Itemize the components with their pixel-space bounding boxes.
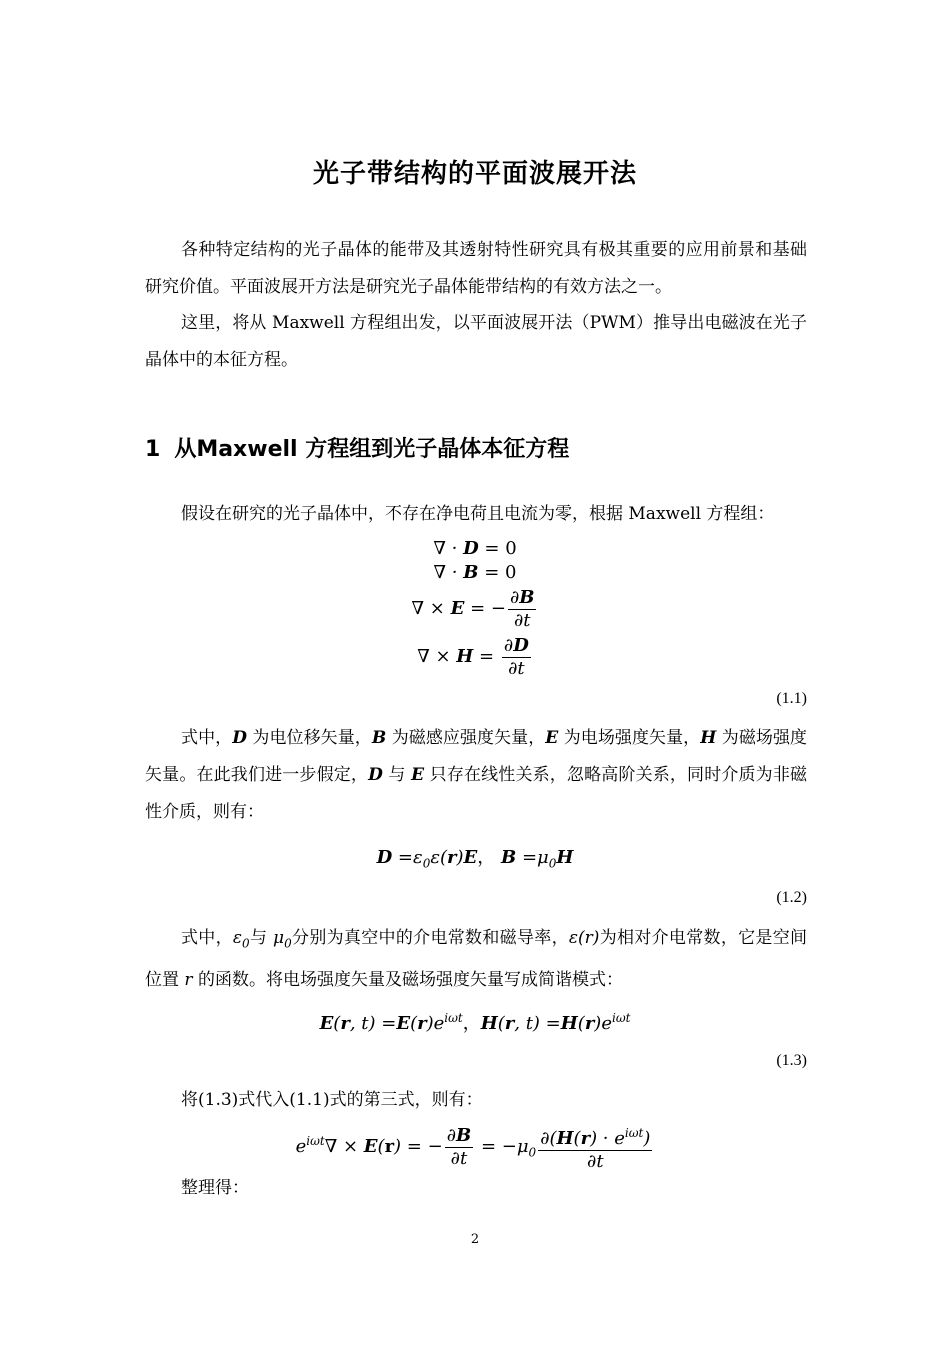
equation-number-1-1: (1.1) [776,690,807,707]
equation-number-1-3: (1.3) [776,1052,807,1069]
section-title: 从Maxwell 方程组到光子晶体本征方程 [174,437,570,462]
section-paragraph-1: 假设在研究的光子晶体中，不存在净电荷且电流为零，根据 Maxwell 方程组： [181,504,775,524]
constitutive-equations: $D =\varepsilon_0\varepsilon(r)E$， $B =\mu_0H$ [376,847,574,871]
page-number: 2 [470,1232,480,1247]
maxwell-equations [0,537,950,681]
section-paragraph-5: 整理得： [181,1178,249,1198]
section-paragraph-3: 式中，$\varepsilon_0$与 $\mu_0$分别为真空中的介电常数和磁导率，ε(r)为相对介电常数，它是空间位置 r 的函数。将电场强度矢量及磁场强度矢量写成简谐模式： [145,928,808,991]
section-paragraph-2: 式中，D 为电位移矢量，B 为磁感应强度矢量，E 为电场强度矢量，H 为磁场强度矢量。在此我们进一步假定，D 与 E 只存在线性关系，忽略高阶关系，同时介质为非磁性介质，则有： [145,728,808,822]
equation-div-b: ∇ · B = 0 [433,562,517,583]
equation-curl-e: ∇ × E = − $\frac{\partial B}{\partial t}$ [411,586,535,631]
section-heading [145,432,569,463]
intro-paragraph-2: 这里，将从 Maxwell 方程组出发，以平面波展开法（PWM）推导出电磁波在光子晶体中的本征方程。 [145,313,807,370]
page-title: 光子带结构的平面波展开法 [312,159,637,189]
substituted-equation: $e^{i\omega t}\nabla \times E(r)$ = − $\frac{\partial B}{\partial t}$ = $-\mu_0$ $\frac{\partial(H(r) \cdot e^{i\omega t})}{\partial t}$ [0,1116,950,1178]
equation-number-1-2: (1.2) [776,889,807,906]
intro-paragraph-1: 各种特定结构的光子晶体的能带及其透射特性研究具有极其重要的应用前景和基础研究价值。平面波展开方法是研究光子晶体能带结构的有效方法之一。 [145,240,807,297]
equation-div-d: ∇ · D = 0 [433,538,517,559]
section-number: 1 [145,437,161,462]
harmonic-equations: E(r, $t) =E(r)e^{i\omega t}$，H(r, $t) =H(r)e^{i\omega t}$ [319,1011,631,1034]
section-paragraph-4: 将(1.3)式代入(1.1)式的第三式，则有： [181,1090,483,1110]
equation-curl-h: ∇ × H = $\frac{\partial D}{\partial t}$ [417,634,529,679]
